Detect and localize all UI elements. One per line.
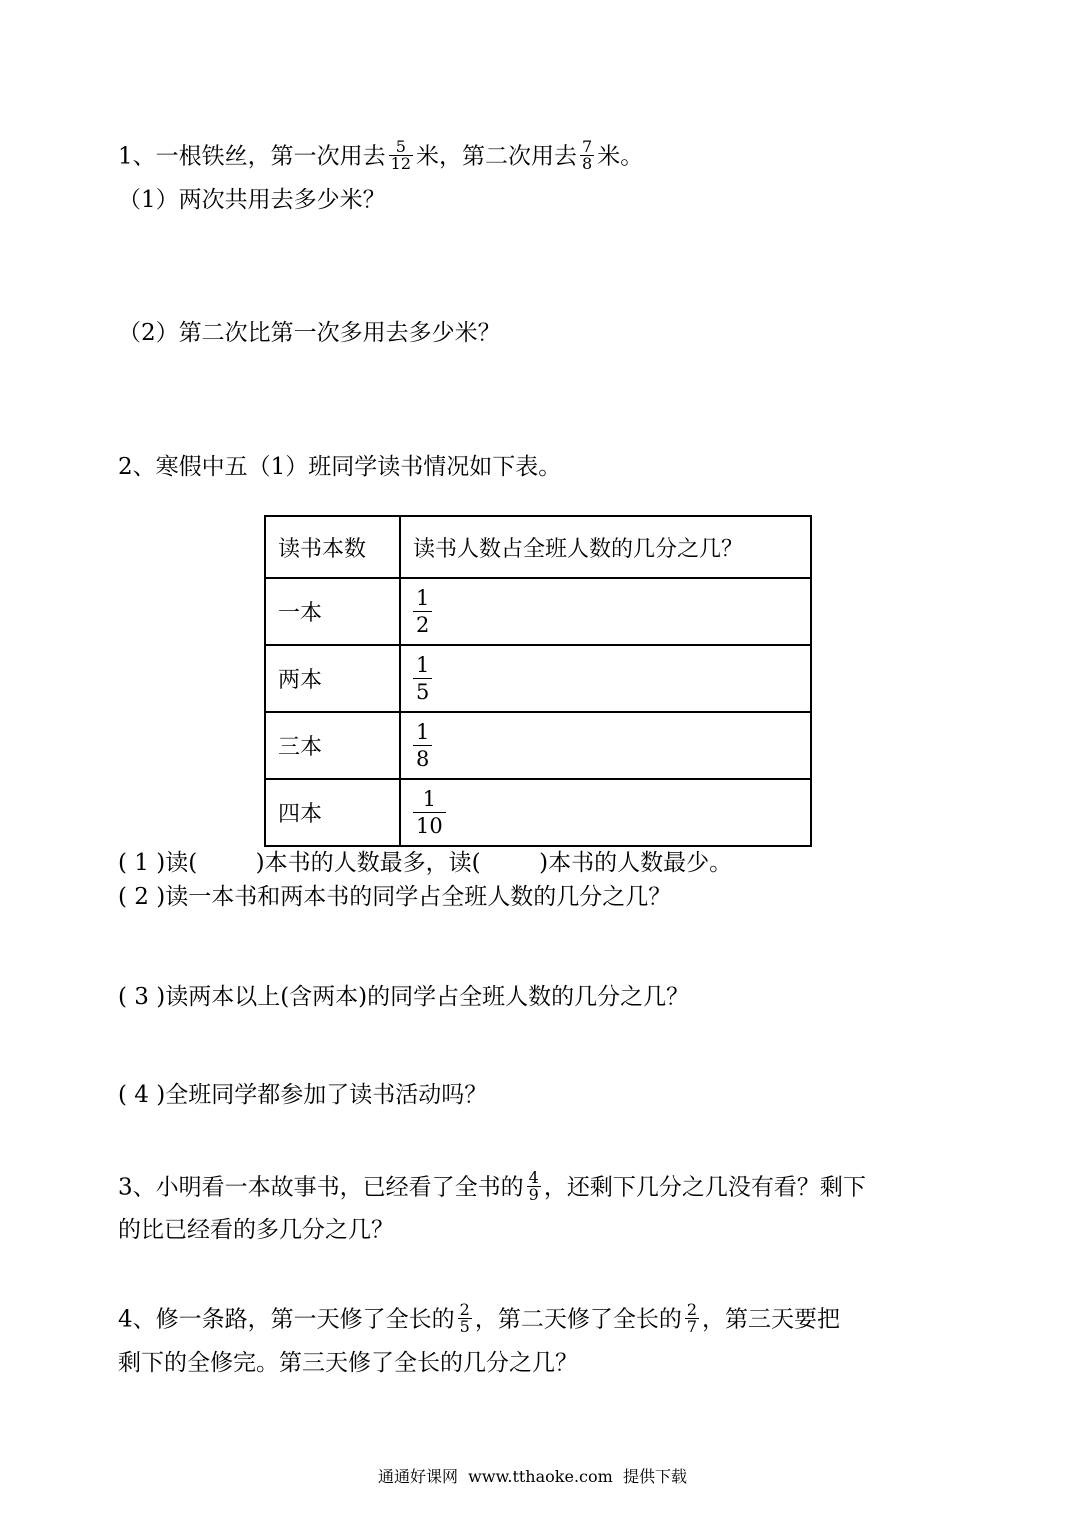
q4-text-post: ，第三天要把 [702, 1306, 841, 1333]
q4-line1 [118, 1300, 841, 1337]
q3-text-post: ，还剩下几分之几没有看？剩下 [543, 1174, 866, 1201]
table-cell-fraction [400, 712, 811, 779]
q4-fraction-2: $\frac{2}{7}$ [686, 1300, 698, 1336]
table-header-fraction: 读书人数占全班人数的几分之几？ [400, 516, 811, 578]
table-cell-fraction [400, 779, 811, 846]
q4-text-mid: ，第二天修了全长的 [474, 1306, 682, 1333]
fraction: $\frac{1}{8}$ [413, 719, 432, 772]
table-cell-label: 三本 [265, 712, 400, 779]
q3-line2: 的比已经看的多几分之几？ [118, 1217, 394, 1243]
q4-fraction-1: $\frac{2}{5}$ [459, 1300, 470, 1336]
q2-sub4: ( 4 )全班同学都参加了读书活动吗？ [118, 1082, 488, 1108]
q1-fraction-1: $\frac{5}{12}$ [390, 137, 411, 173]
reading-table [264, 515, 812, 847]
q2-title: 2、寒假中五（1）班同学读书情况如下表。 [118, 454, 562, 480]
q2-sub2: ( 2 )读一本书和两本书的同学占全班人数的几分之几？ [118, 884, 672, 910]
fraction: $\frac{1}{10}$ [413, 786, 446, 839]
footer-text: 通通好课网 www.tthaoke.com 提供下载 [378, 1467, 687, 1486]
fraction: $\frac{1}{5}$ [413, 652, 432, 705]
table-cell-label: 一本 [265, 578, 400, 645]
q3-fraction: $\frac{4}{9}$ [528, 1168, 539, 1204]
table-row [265, 645, 811, 712]
table-cell-fraction [400, 578, 811, 645]
table-row [265, 712, 811, 779]
q1-text-pre: 1、一根铁丝，第一次用去 [118, 143, 386, 170]
q1-line [118, 137, 644, 174]
table-row [265, 578, 811, 645]
table-cell-label: 四本 [265, 779, 400, 846]
q2-sub1: ( 1 )读( )本书的人数最多，读( )本书的人数最少。 [118, 850, 733, 876]
table-header-row [265, 516, 811, 578]
table-cell-fraction [400, 645, 811, 712]
q1-sub1: （1）两次共用去多少米？ [118, 187, 386, 213]
table-row [265, 779, 811, 846]
q4-line2: 剩下的全修完。第三天修了全长的几分之几？ [118, 1350, 578, 1376]
table-header-books: 读书本数 [265, 516, 400, 578]
q1-text-post: 米。 [597, 143, 644, 170]
q1-text-mid: 米，第二次用去 [416, 143, 577, 170]
q1-fraction-2: $\frac{7}{8}$ [582, 137, 593, 173]
q2-sub3: ( 3 )读两本以上(含两本)的同学占全班人数的几分之几？ [118, 984, 690, 1010]
q1-sub2: （2）第二次比第一次多用去多少米？ [118, 320, 501, 346]
q4-text-pre: 4、修一条路，第一天修了全长的 [118, 1306, 455, 1333]
fraction: $\frac{1}{2}$ [413, 585, 432, 638]
table-cell-label: 两本 [265, 645, 400, 712]
q3-line1 [118, 1168, 866, 1205]
q3-text-pre: 3、小明看一本故事书，已经看了全书的 [118, 1174, 524, 1201]
